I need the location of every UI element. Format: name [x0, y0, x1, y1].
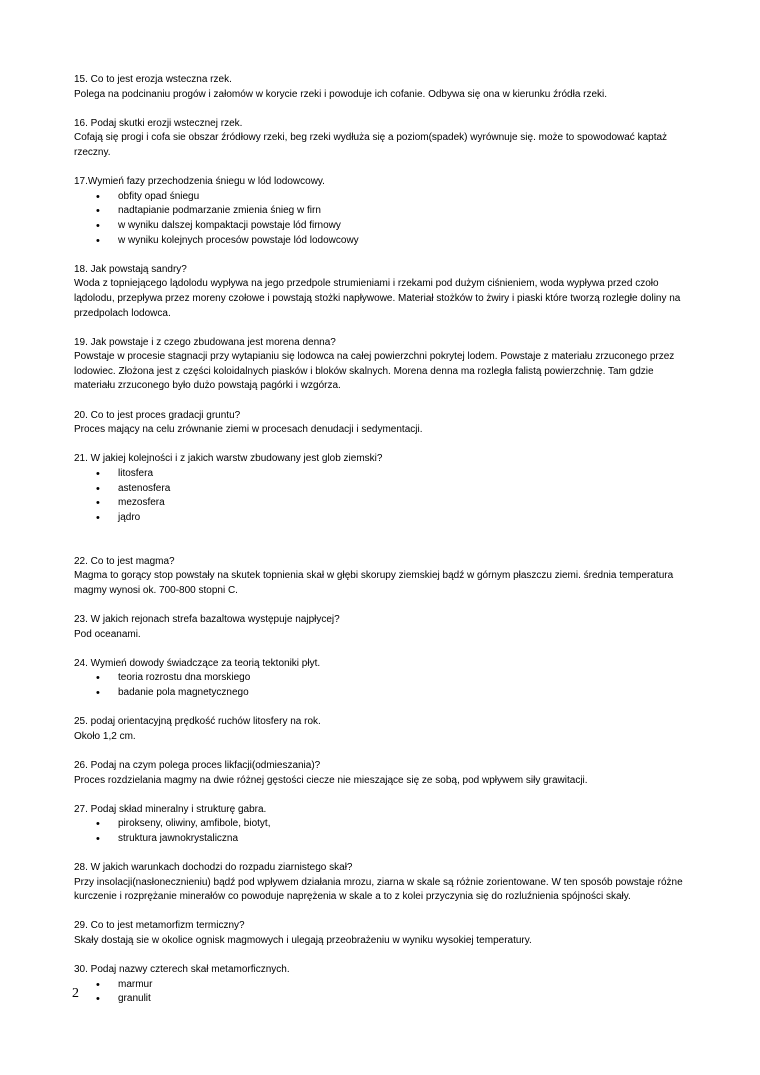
list-item: • w wyniku kolejnych procesów powstaje lód lodowcowy [74, 234, 694, 249]
answer-text: Powstaje w procesie stagnacji przy wytapianiu się lodowca na całej powierzchni pokrytej lodem. Powstaje z materiału zrzuconego przez lodowiec. Złożona jest z części koloidalnych piasków i bloków skalnych. Morena denna ma rozległa falistą powierzchnię. Tam gdzie materiału zrzuconego było dużo powstają pagórki i wzgórza. [74, 351, 675, 392]
question-text: 30. Podaj nazwy czterech skał metamorficznych. [74, 964, 290, 976]
list-item: • badanie pola magnetycznego [74, 686, 694, 701]
page-number: 2 [72, 986, 79, 1001]
answer-text: Proces rozdzielania magmy na dwie różnej gęstości ciecze nie mieszające się ze sobą, pod wpływem siły grawitacji. [74, 774, 588, 786]
question-text: 21. W jakiej kolejności i z jakich warstw zbudowany jest glob ziemski? [74, 453, 383, 465]
bullet-list [74, 978, 694, 1007]
question-29 [74, 919, 694, 948]
bullet-list [74, 190, 694, 248]
question-15 [74, 73, 694, 102]
answer-text: Proces mający na celu zrównanie ziemi w procesach denudacji i sedymentacji. [74, 424, 423, 436]
question-16 [74, 117, 694, 161]
bullet-list [74, 817, 694, 846]
answer-text: Skały dostają sie w okolice ognisk magmowych i ulegają przeobrażeniu w wyniku wysokiej temperatury. [74, 935, 532, 947]
question-19 [74, 336, 694, 394]
answer-text: Polega na podcinaniu progów i załomów w korycie rzeki i powoduje ich cofanie. Odbywa się ona w kierunku źródła rzeki. [74, 88, 608, 100]
question-18 [74, 263, 694, 321]
answer-text: Cofają się progi i cofa sie obszar źródłowy rzeki, beg rzeki wydłuża się a poziom(spadek) wyrównuje się. może to spowodować kaptaż rzeczny. [74, 132, 668, 158]
answer-text: Woda z topniejącego lądolodu wypływa na jego przedpole strumieniami i rzekami pod dużym ciśnieniem, woda wypływa przed czoło lądolodu, przepływa przez moreny czołowe i powstają stożki napływowe. Materiał stożków to żwiry i piaski które tworzą rozległe doliny na przedpolach lodowca. [74, 278, 681, 319]
question-text: 24. Wymień dowody świadczące za teorią tektoniki płyt. [74, 657, 321, 669]
question-text: 25. podaj orientacyjną prędkość ruchów litosfery na rok. [74, 716, 321, 728]
list-item: • struktura jawnokrystaliczna [74, 832, 694, 847]
blank-line [74, 525, 694, 540]
list-item: • marmur [74, 978, 694, 993]
question-text: 23. W jakich rejonach strefa bazaltowa występuje najpłycej? [74, 613, 340, 625]
list-item: • astenosfera [74, 482, 694, 497]
list-item: • jądro [74, 511, 694, 526]
question-25 [74, 715, 694, 744]
question-27 [74, 803, 694, 847]
question-text: 22. Co to jest magma? [74, 555, 175, 567]
list-item: • teoria rozrostu dna morskiego [74, 671, 694, 686]
answer-text: Magma to gorący stop powstały na skutek topnienia skał w głębi skorupy ziemskiej bądź w górnym płaszczu ziemi. średnia temperatura magmy wynosi ok. 700-800 stopni C. [74, 570, 674, 596]
question-text: 19. Jak powstaje i z czego zbudowana jest morena denna? [74, 336, 336, 348]
answer-text: Przy insolacji(nasłonecznieniu) bądź pod wpływem działania mrozu, ziarna w skale są różnie zorientowane. W ten sposób powstaje różne kurczenie i rozprężanie minerałów co powoduje naprężenia w skale a to z kolei przyczynia się do rozluźnienia spójności skały. [74, 876, 683, 903]
answer-text: Około 1,2 cm. [74, 730, 136, 742]
question-text: 27. Podaj skład mineralny i strukturę gabra. [74, 803, 267, 815]
question-text: 28. W jakich warunkach dochodzi do rozpadu ziarnistego skał? [74, 862, 353, 874]
question-26 [74, 759, 694, 788]
question-22 [74, 555, 694, 599]
list-item: • litosfera [74, 467, 694, 482]
list-item: • mezosfera [74, 496, 694, 511]
question-20 [74, 409, 694, 438]
question-17 [74, 175, 694, 248]
answer-text: Pod oceanami. [74, 628, 141, 640]
question-23 [74, 613, 694, 642]
list-item: • w wyniku dalszej kompaktacji powstaje lód firnowy [74, 219, 694, 234]
list-item: • obfity opad śniegu [74, 190, 694, 205]
question-28 [74, 861, 694, 905]
question-text: 18. Jak powstają sandry? [74, 263, 187, 275]
bullet-list [74, 467, 694, 525]
question-text: 16. Podaj skutki erozji wstecznej rzek. [74, 117, 243, 129]
question-21 [74, 452, 694, 540]
question-text: 20. Co to jest proces gradacji gruntu? [74, 409, 241, 421]
bullet-list [74, 671, 694, 700]
list-item: • nadtapianie podmarzanie zmienia śnieg w firn [74, 204, 694, 219]
question-24 [74, 657, 694, 701]
question-text: 29. Co to jest metamorfizm termiczny? [74, 920, 245, 932]
question-text: 17.Wymień fazy przechodzenia śniegu w lód lodowcowy. [74, 176, 325, 188]
list-item: • granulit [74, 992, 694, 1007]
question-text: 15. Co to jest erozja wsteczna rzek. [74, 74, 232, 85]
document-content [74, 73, 694, 1022]
question-30 [74, 963, 694, 1007]
question-text: 26. Podaj na czym polega proces likfacji(odmieszania)? [74, 759, 321, 771]
list-item: • pirokseny, oliwiny, amfibole, biotyt, [74, 817, 694, 832]
